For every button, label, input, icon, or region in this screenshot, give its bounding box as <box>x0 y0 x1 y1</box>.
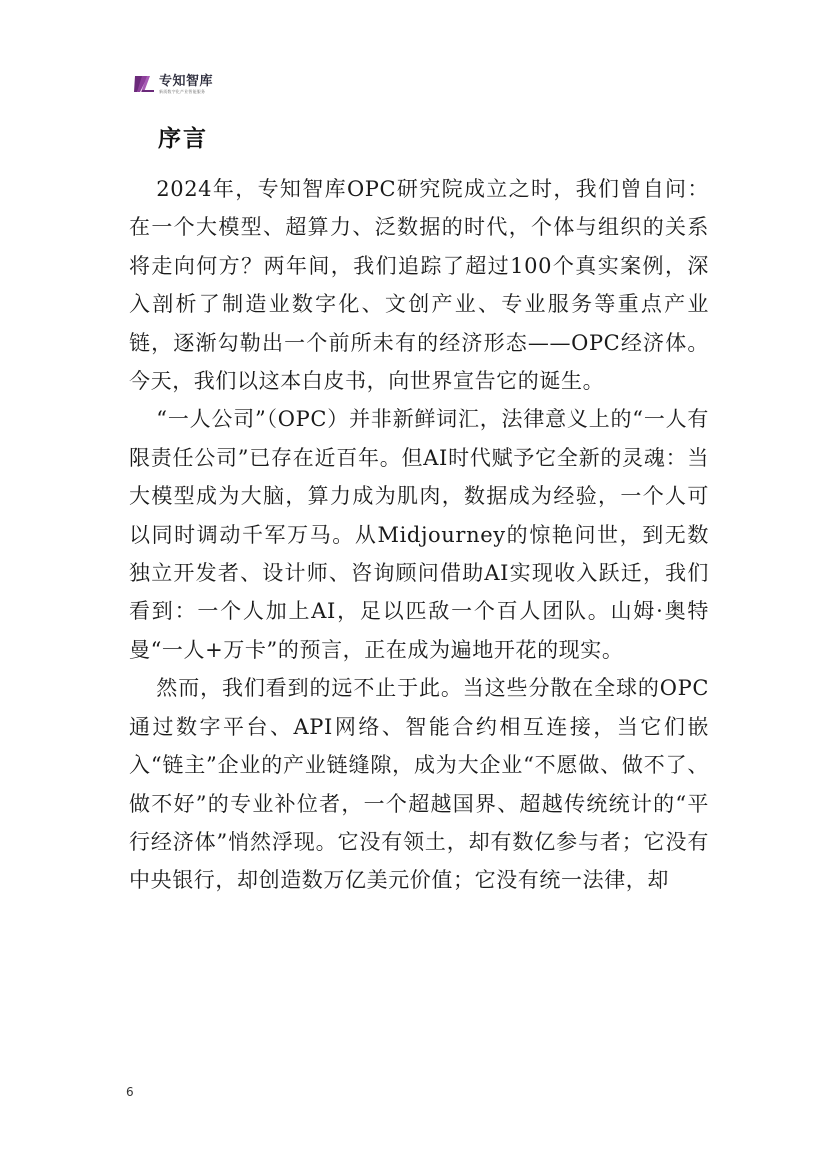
body-text <box>129 170 709 900</box>
page-number: 6 <box>126 1085 134 1099</box>
logo-text <box>159 75 213 94</box>
logo-tagline: 新质数字化产业智能服务 <box>159 88 206 94</box>
paragraph-3: 然而，我们看到的远不止于此。当这些分散在全球的OPC通过数字平台、API网络、智能合约相互连接，当它们嵌入“链主”企业的产业链缝隙，成为大企业“不愿做、做不了、做不好”的专业补位者，一个超越国界、超越传统统计的“平行经济体”悄然浮现。它没有领土，却有数亿参与者；它没有中央银行，却创造数万亿美元价值；它没有统一法律，却 <box>129 676 709 893</box>
header-logo <box>133 73 213 95</box>
paragraph-2: “一人公司”（OPC）并非新鲜词汇，法律意义上的“一人有限责任公司”已存在近百年。但AI时代赋予它全新的灵魂：当大模型成为大脑，算力成为肌肉，数据成为经验，一个人可以同时调动千军万马。从Midjourney的惊艳问世，到无数独立开发者、设计师、咨询顾问借助AI实现收入跃迁，我们看到：一个人加上AI，足以匹敌一个百人团队。山姆·奥特曼“一人+万卡”的预言，正在成为遍地开花的现实。 <box>129 407 709 662</box>
paragraph-1: 2024年，专知智库OPC研究院成立之时，我们曾自问：在一个大模型、超算力、泛数据的时代，个体与组织的关系将走向何方？两年间，我们追踪了超过100个真实案例，深入剖析了制造业数字化、文创产业、专业服务等重点产业链，逐渐勾勒出一个前所未有的经济形态——OPC经济体。今天，我们以这本白皮书，向世界宣告它的诞生。 <box>129 177 709 394</box>
logo-name: 专知智库 <box>159 73 214 89</box>
zhuanzhi-logo-icon <box>133 73 155 95</box>
section-title: 序言 <box>158 126 208 152</box>
